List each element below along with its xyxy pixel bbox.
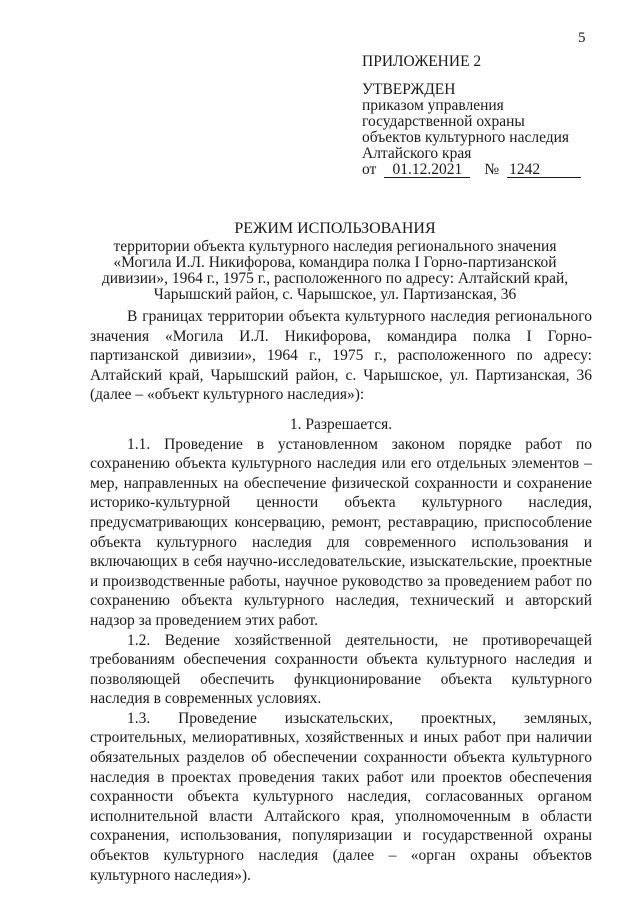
order-reference (362, 162, 612, 178)
appendix-block (362, 54, 612, 178)
clause-1-3: 1.3. Проведение изыскательских, проектных, земляных, строительных, мелиоративных, хозяйственных и иных работ при наличии обязательных разделов об обеспечении сохранности объекта культурного наследия в проектах проведения таких работ или проектов обеспечения сохранности объекта культурного наследия, согласованных органом исполнительной власти Алтайского края, уполномоченным в области сохранения, использования, популяризации и государственной охраны объектов культурного наследия (далее – «орган охраны объектов культурного наследия»). (90, 709, 592, 884)
section-title: 1. Разрешается. (289, 415, 393, 433)
approval-line: приказом управления (362, 97, 504, 114)
page-number: 5 (578, 30, 586, 46)
approval-line: объектов культурного наследия (362, 129, 570, 146)
subtitle-line: территории объекта культурного наследия регионального значения (113, 238, 557, 255)
order-number: 1242 (507, 163, 581, 178)
subtitle-line: «Могила И.Л. Никифорова, командира полка I Горно-партизанской (113, 254, 557, 271)
number-sign: № (484, 161, 500, 178)
approval-line: Алтайского края (362, 145, 472, 162)
clause-1-2: 1.2. Ведение хозяйственной деятельности, не противоречащей требованиям обеспечения сохранности объекта культурного наследия и позволяющей обеспечить функционирование объекта культурного наследия в современных условиях. (90, 631, 592, 708)
appendix-title: ПРИЛОЖЕНИЕ 2 (362, 53, 482, 70)
from-label: от (362, 161, 377, 178)
subtitle-line: Чарышский район, с. Чарышское, ул. Партизанская, 36 (153, 286, 517, 303)
subtitle-line: дивизии», 1964 г., 1975 г., расположенного по адресу: Алтайский край, (101, 270, 569, 287)
document-body (90, 307, 592, 885)
document-title: РЕЖИМ ИСПОЛЬЗОВАНИЯ (234, 220, 436, 237)
approved-label: УТВЕРЖДЕН (362, 81, 456, 98)
clause-1-1: 1.1. Проведение в установленном законом порядке работ по сохранению объекта культурного наследия или его отдельных элементов – мер, направленных на обеспечение физической сохранности и сохранение историко-культурной ценности объекта культурного наследия, предусматривающих консервацию, ремонт, реставрацию, приспособление объекта культурного наследия для современного использования и включающих в себя научно-исследовательские, изыскательские, проектные и производственные работы, научное руководство за проведением работ по сохранению объекта культурного наследия, технический и авторский надзор за проведением этих работ. (90, 435, 592, 629)
order-date: 01.12.2021 (384, 163, 470, 178)
approval-line: государственной охраны (362, 113, 525, 130)
document-heading (90, 221, 580, 303)
intro-paragraph: В границах территории объекта культурного наследия регионального значения «Могила И.Л. Никифорова, командира полка I Горно-партизанской дивизии», 1964 г., 1975 г., расположенного по адресу: Алтайский край, Чарышский район, с. Чарышское, ул. Партизанская, 36 (далее – «объект культурного наследия»): (90, 308, 592, 404)
